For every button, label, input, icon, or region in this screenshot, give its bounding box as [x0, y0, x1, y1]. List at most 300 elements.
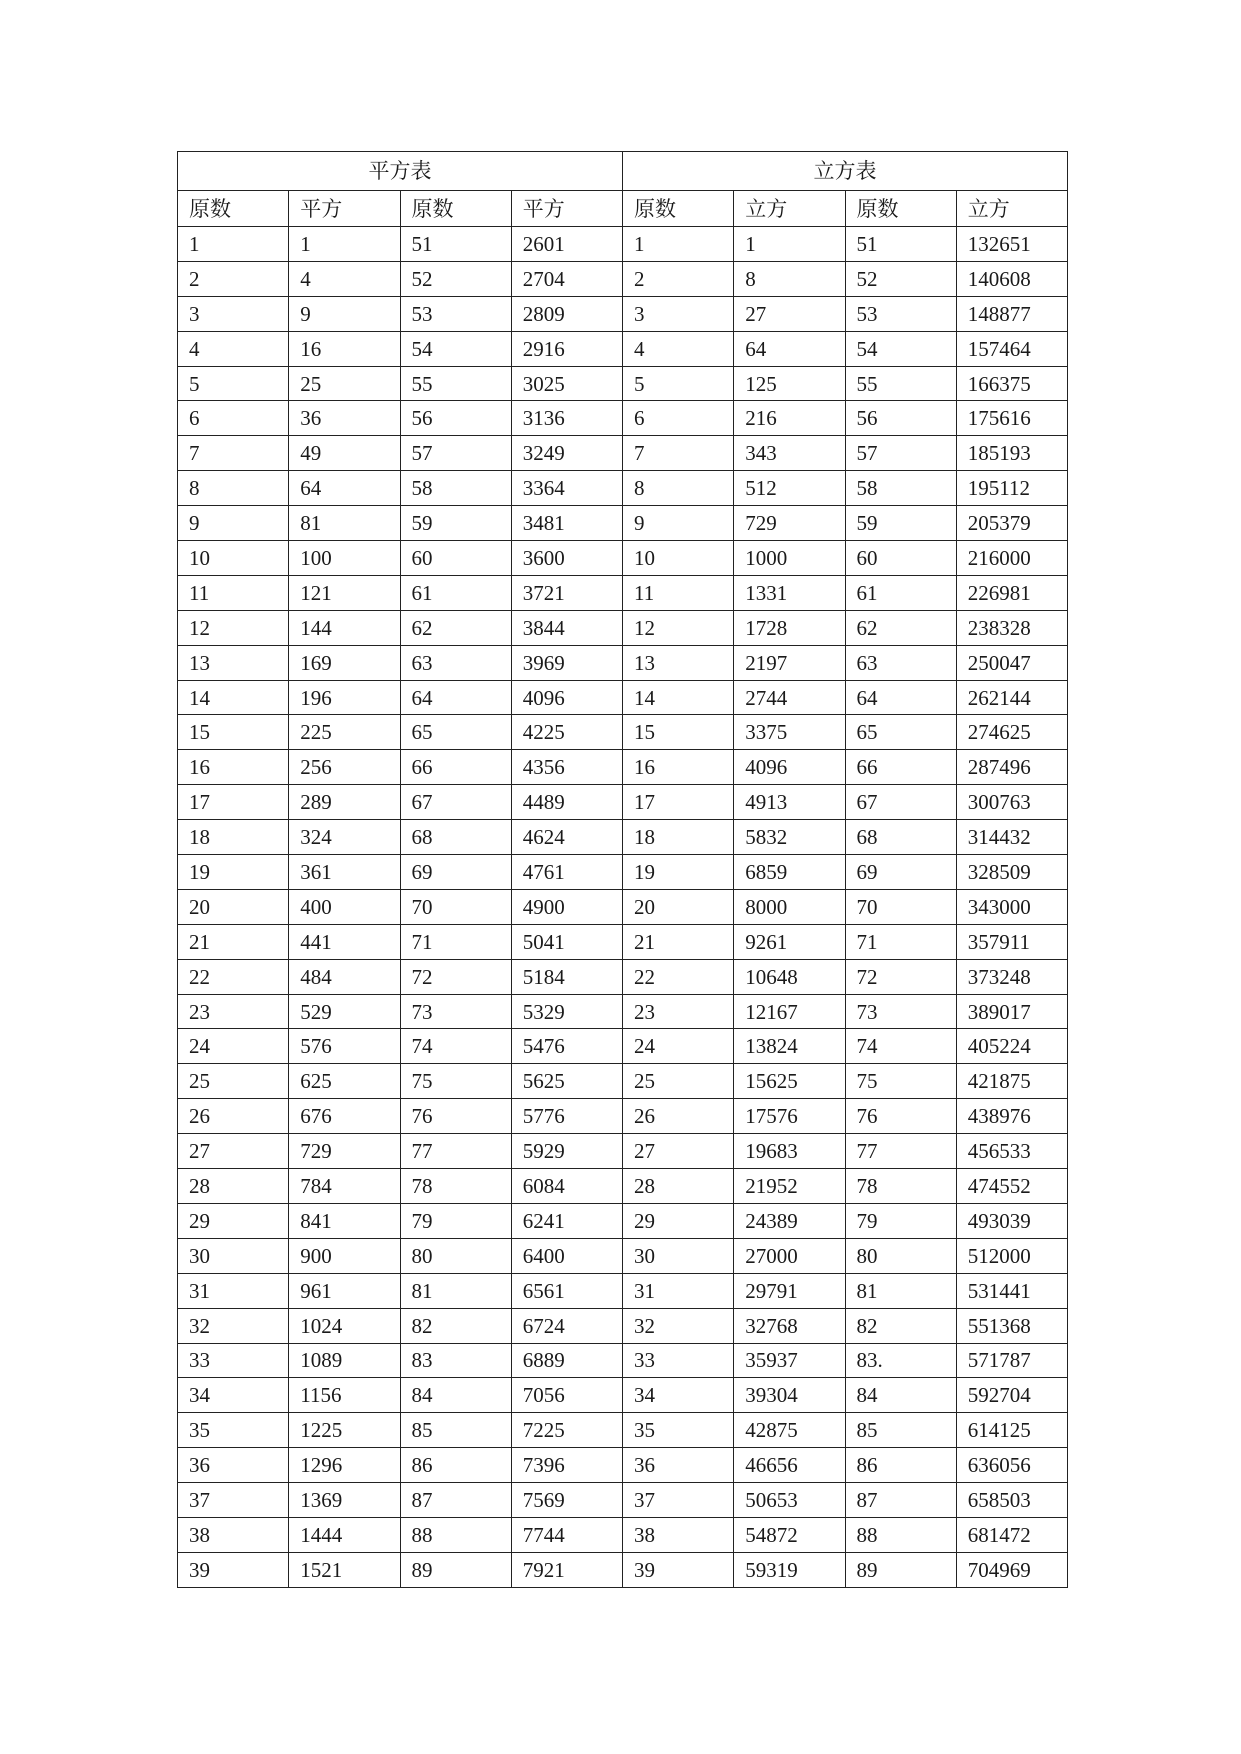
- square-cell: 36: [289, 401, 400, 436]
- cube-cell: 27: [734, 296, 845, 331]
- number-cell: 63: [400, 645, 511, 680]
- cube-cell: 571787: [956, 1343, 1067, 1378]
- number-cell: 81: [400, 1273, 511, 1308]
- cube-cell: 2197: [734, 645, 845, 680]
- square-cell: 3249: [511, 436, 622, 471]
- number-cell: 3: [623, 296, 734, 331]
- number-cell: 80: [845, 1238, 956, 1273]
- cube-cell: 681472: [956, 1517, 1067, 1552]
- cube-cell: 238328: [956, 610, 1067, 645]
- number-cell: 84: [400, 1378, 511, 1413]
- square-cell: 1089: [289, 1343, 400, 1378]
- square-cell: 196: [289, 680, 400, 715]
- number-cell: 16: [178, 750, 289, 785]
- number-cell: 39: [623, 1552, 734, 1587]
- cube-cell: 614125: [956, 1413, 1067, 1448]
- cube-cell: 132651: [956, 227, 1067, 262]
- title-row: [178, 152, 1068, 191]
- cube-cell: 1: [734, 227, 845, 262]
- number-cell: 72: [845, 959, 956, 994]
- square-cell: 484: [289, 959, 400, 994]
- number-cell: 52: [845, 261, 956, 296]
- number-cell: 30: [623, 1238, 734, 1273]
- square-cell: 7225: [511, 1413, 622, 1448]
- number-cell: 77: [400, 1134, 511, 1169]
- square-cell: 441: [289, 924, 400, 959]
- number-cell: 32: [178, 1308, 289, 1343]
- cube-cell: 512: [734, 471, 845, 506]
- number-cell: 28: [623, 1169, 734, 1204]
- table-row: [178, 1029, 1068, 1064]
- square-cell: 729: [289, 1134, 400, 1169]
- table-row: [178, 750, 1068, 785]
- number-cell: 35: [178, 1413, 289, 1448]
- number-cell: 15: [178, 715, 289, 750]
- square-cell: 4761: [511, 855, 622, 890]
- square-cell: 6084: [511, 1169, 622, 1204]
- square-cell: 676: [289, 1099, 400, 1134]
- cube-cell: 59319: [734, 1552, 845, 1587]
- cube-cell: 9261: [734, 924, 845, 959]
- cube-cell: 175616: [956, 401, 1067, 436]
- number-cell: 73: [400, 994, 511, 1029]
- number-cell: 31: [178, 1273, 289, 1308]
- number-cell: 55: [845, 366, 956, 401]
- square-cell: 961: [289, 1273, 400, 1308]
- number-cell: 57: [400, 436, 511, 471]
- number-cell: 36: [178, 1448, 289, 1483]
- cube-cell: 195112: [956, 471, 1067, 506]
- number-cell: 61: [845, 575, 956, 610]
- cube-cell: 3375: [734, 715, 845, 750]
- table-row: [178, 541, 1068, 576]
- square-cell: 5625: [511, 1064, 622, 1099]
- table-row: [178, 1169, 1068, 1204]
- number-cell: 27: [623, 1134, 734, 1169]
- number-cell: 8: [178, 471, 289, 506]
- number-cell: 31: [623, 1273, 734, 1308]
- number-cell: 59: [400, 506, 511, 541]
- square-cell: 4624: [511, 820, 622, 855]
- square-cell: 5476: [511, 1029, 622, 1064]
- table-row: [178, 506, 1068, 541]
- number-cell: 65: [845, 715, 956, 750]
- header-original-number: 原数: [400, 191, 511, 227]
- cube-cell: 438976: [956, 1099, 1067, 1134]
- column-header-row: [178, 191, 1068, 227]
- number-cell: 87: [400, 1483, 511, 1518]
- cube-cell: 46656: [734, 1448, 845, 1483]
- number-cell: 15: [623, 715, 734, 750]
- table-row: [178, 1517, 1068, 1552]
- number-cell: 16: [623, 750, 734, 785]
- square-cell: 3364: [511, 471, 622, 506]
- cube-cell: 274625: [956, 715, 1067, 750]
- cube-cell: 13824: [734, 1029, 845, 1064]
- square-cell: 7056: [511, 1378, 622, 1413]
- cube-cell: 157464: [956, 331, 1067, 366]
- square-cell: 25: [289, 366, 400, 401]
- square-cell: 16: [289, 331, 400, 366]
- number-cell: 87: [845, 1483, 956, 1518]
- square-cell: 625: [289, 1064, 400, 1099]
- cube-cell: 4096: [734, 750, 845, 785]
- cube-cell: 50653: [734, 1483, 845, 1518]
- number-cell: 66: [400, 750, 511, 785]
- table-row: [178, 401, 1068, 436]
- number-cell: 20: [623, 889, 734, 924]
- number-cell: 76: [845, 1099, 956, 1134]
- square-cell: 400: [289, 889, 400, 924]
- number-cell: 17: [178, 785, 289, 820]
- table-row: [178, 261, 1068, 296]
- number-cell: 61: [400, 575, 511, 610]
- number-cell: 78: [845, 1169, 956, 1204]
- square-cell: 100: [289, 541, 400, 576]
- cube-cell: 373248: [956, 959, 1067, 994]
- number-cell: 53: [400, 296, 511, 331]
- cube-cell: 421875: [956, 1064, 1067, 1099]
- header-cube: 立方: [734, 191, 845, 227]
- number-cell: 7: [178, 436, 289, 471]
- header-original-number: 原数: [178, 191, 289, 227]
- number-cell: 70: [845, 889, 956, 924]
- square-cell: 6889: [511, 1343, 622, 1378]
- number-cell: 89: [400, 1552, 511, 1587]
- table-row: [178, 1343, 1068, 1378]
- number-cell: 26: [178, 1099, 289, 1134]
- table-row: [178, 575, 1068, 610]
- number-cell: 25: [623, 1064, 734, 1099]
- square-cell: 3721: [511, 575, 622, 610]
- header-square: 平方: [511, 191, 622, 227]
- number-cell: 67: [400, 785, 511, 820]
- number-cell: 33: [178, 1343, 289, 1378]
- square-cell: 4: [289, 261, 400, 296]
- number-cell: 70: [400, 889, 511, 924]
- number-cell: 58: [400, 471, 511, 506]
- number-cell: 37: [178, 1483, 289, 1518]
- square-cell: 64: [289, 471, 400, 506]
- number-cell: 86: [400, 1448, 511, 1483]
- number-cell: 23: [623, 994, 734, 1029]
- number-cell: 71: [400, 924, 511, 959]
- number-cell: 25: [178, 1064, 289, 1099]
- number-cell: 85: [845, 1413, 956, 1448]
- square-cell: 7744: [511, 1517, 622, 1552]
- cube-cell: 8000: [734, 889, 845, 924]
- square-cell: 1296: [289, 1448, 400, 1483]
- number-cell: 34: [178, 1378, 289, 1413]
- number-cell: 35: [623, 1413, 734, 1448]
- square-cell: 289: [289, 785, 400, 820]
- table-row: [178, 436, 1068, 471]
- square-cell: 121: [289, 575, 400, 610]
- square-cell: 4225: [511, 715, 622, 750]
- number-cell: 79: [845, 1203, 956, 1238]
- number-cell: 56: [400, 401, 511, 436]
- number-cell: 59: [845, 506, 956, 541]
- number-cell: 11: [178, 575, 289, 610]
- cube-cell: 493039: [956, 1203, 1067, 1238]
- square-cell: 6561: [511, 1273, 622, 1308]
- number-cell: 28: [178, 1169, 289, 1204]
- number-cell: 75: [400, 1064, 511, 1099]
- cube-cell: 17576: [734, 1099, 845, 1134]
- table-row: [178, 1099, 1068, 1134]
- number-cell: 58: [845, 471, 956, 506]
- number-cell: 4: [623, 331, 734, 366]
- number-cell: 10: [623, 541, 734, 576]
- cube-cell: 140608: [956, 261, 1067, 296]
- number-cell: 81: [845, 1273, 956, 1308]
- number-cell: 89: [845, 1552, 956, 1587]
- square-cell: 3600: [511, 541, 622, 576]
- number-cell: 88: [400, 1517, 511, 1552]
- square-cell: 6400: [511, 1238, 622, 1273]
- number-cell: 26: [623, 1099, 734, 1134]
- square-cell: 324: [289, 820, 400, 855]
- square-cell: 7569: [511, 1483, 622, 1518]
- number-cell: 82: [400, 1308, 511, 1343]
- number-cell: 76: [400, 1099, 511, 1134]
- number-cell: 54: [845, 331, 956, 366]
- number-cell: 9: [623, 506, 734, 541]
- number-cell: 73: [845, 994, 956, 1029]
- number-cell: 85: [400, 1413, 511, 1448]
- number-cell: 62: [845, 610, 956, 645]
- cube-cell: 54872: [734, 1517, 845, 1552]
- square-cell: 2601: [511, 227, 622, 262]
- table-row: [178, 1448, 1068, 1483]
- number-cell: 24: [623, 1029, 734, 1064]
- number-cell: 74: [400, 1029, 511, 1064]
- cube-cell: 636056: [956, 1448, 1067, 1483]
- number-cell: 6: [178, 401, 289, 436]
- table-row: [178, 959, 1068, 994]
- table-row: [178, 471, 1068, 506]
- number-cell: 78: [400, 1169, 511, 1204]
- square-cell: 169: [289, 645, 400, 680]
- cube-cell: 42875: [734, 1413, 845, 1448]
- number-cell: 77: [845, 1134, 956, 1169]
- table-row: [178, 331, 1068, 366]
- cube-cell: 343: [734, 436, 845, 471]
- number-cell: 72: [400, 959, 511, 994]
- number-cell: 56: [845, 401, 956, 436]
- square-cell: 7921: [511, 1552, 622, 1587]
- number-cell: 64: [845, 680, 956, 715]
- cube-cell: 531441: [956, 1273, 1067, 1308]
- table-row: [178, 889, 1068, 924]
- number-cell: 83: [400, 1343, 511, 1378]
- cube-cell: 39304: [734, 1378, 845, 1413]
- square-cell: 576: [289, 1029, 400, 1064]
- cube-cell: 27000: [734, 1238, 845, 1273]
- cube-cell: 216: [734, 401, 845, 436]
- cube-cell: 300763: [956, 785, 1067, 820]
- square-cell: 2809: [511, 296, 622, 331]
- number-cell: 14: [623, 680, 734, 715]
- number-cell: 29: [178, 1203, 289, 1238]
- number-cell: 67: [845, 785, 956, 820]
- cube-cell: 185193: [956, 436, 1067, 471]
- number-cell: 54: [400, 331, 511, 366]
- number-cell: 74: [845, 1029, 956, 1064]
- square-cell: 1225: [289, 1413, 400, 1448]
- square-cell: 2916: [511, 331, 622, 366]
- number-cell: 5: [623, 366, 734, 401]
- table-row: [178, 680, 1068, 715]
- cube-cell: 405224: [956, 1029, 1067, 1064]
- number-cell: 62: [400, 610, 511, 645]
- cube-cell: 64: [734, 331, 845, 366]
- number-cell: 12: [623, 610, 734, 645]
- squares-cubes-table: [177, 151, 1068, 1588]
- number-cell: 2: [178, 261, 289, 296]
- square-cell: 1156: [289, 1378, 400, 1413]
- number-cell: 52: [400, 261, 511, 296]
- cube-cell: 35937: [734, 1343, 845, 1378]
- number-cell: 5: [178, 366, 289, 401]
- square-cell: 144: [289, 610, 400, 645]
- cube-cell: 474552: [956, 1169, 1067, 1204]
- number-cell: 51: [845, 227, 956, 262]
- number-cell: 37: [623, 1483, 734, 1518]
- square-cell: 3969: [511, 645, 622, 680]
- cube-cell: 658503: [956, 1483, 1067, 1518]
- cube-cell: 250047: [956, 645, 1067, 680]
- table-row: [178, 1064, 1068, 1099]
- square-cell: 1024: [289, 1308, 400, 1343]
- number-cell: 13: [178, 645, 289, 680]
- cube-cell: 216000: [956, 541, 1067, 576]
- table-row: [178, 1378, 1068, 1413]
- table-row: [178, 1203, 1068, 1238]
- number-cell: 63: [845, 645, 956, 680]
- cube-cell: 287496: [956, 750, 1067, 785]
- number-cell: 10: [178, 541, 289, 576]
- number-cell: 18: [178, 820, 289, 855]
- table-row: [178, 1552, 1068, 1587]
- square-cell: 3481: [511, 506, 622, 541]
- cube-cell: 125: [734, 366, 845, 401]
- number-cell: 19: [623, 855, 734, 890]
- cube-cell: 12167: [734, 994, 845, 1029]
- square-cell: 4489: [511, 785, 622, 820]
- number-cell: 60: [400, 541, 511, 576]
- table-row: [178, 820, 1068, 855]
- square-cell: 6241: [511, 1203, 622, 1238]
- table-row: [178, 715, 1068, 750]
- number-cell: 29: [623, 1203, 734, 1238]
- cube-cell: 8: [734, 261, 845, 296]
- number-cell: 1: [178, 227, 289, 262]
- number-cell: 80: [400, 1238, 511, 1273]
- number-cell: 55: [400, 366, 511, 401]
- square-cell: 5184: [511, 959, 622, 994]
- square-cell: 5329: [511, 994, 622, 1029]
- number-cell: 53: [845, 296, 956, 331]
- cube-cell: 729: [734, 506, 845, 541]
- number-cell: 33: [623, 1343, 734, 1378]
- number-cell: 71: [845, 924, 956, 959]
- number-cell: 66: [845, 750, 956, 785]
- number-cell: 68: [845, 820, 956, 855]
- number-cell: 17: [623, 785, 734, 820]
- number-cell: 34: [623, 1378, 734, 1413]
- square-cell: 5041: [511, 924, 622, 959]
- cube-cell: 205379: [956, 506, 1067, 541]
- number-cell: 69: [400, 855, 511, 890]
- square-cell: 4900: [511, 889, 622, 924]
- square-cell: 2704: [511, 261, 622, 296]
- cube-cell: 29791: [734, 1273, 845, 1308]
- squares-table-title: 平方表: [178, 152, 623, 191]
- square-cell: 5776: [511, 1099, 622, 1134]
- number-cell: 36: [623, 1448, 734, 1483]
- cube-cell: 357911: [956, 924, 1067, 959]
- number-cell: 8: [623, 471, 734, 506]
- number-cell: 14: [178, 680, 289, 715]
- square-cell: 256: [289, 750, 400, 785]
- cube-cell: 19683: [734, 1134, 845, 1169]
- number-cell: 86: [845, 1448, 956, 1483]
- table-row: [178, 1134, 1068, 1169]
- number-cell: 23: [178, 994, 289, 1029]
- square-cell: 81: [289, 506, 400, 541]
- number-cell: 1: [623, 227, 734, 262]
- cube-cell: 15625: [734, 1064, 845, 1099]
- number-cell: 21: [623, 924, 734, 959]
- square-cell: 529: [289, 994, 400, 1029]
- table-row: [178, 994, 1068, 1029]
- number-cell: 39: [178, 1552, 289, 1587]
- number-cell: 18: [623, 820, 734, 855]
- number-cell: 27: [178, 1134, 289, 1169]
- number-cell: 21: [178, 924, 289, 959]
- square-cell: 4356: [511, 750, 622, 785]
- table-row: [178, 924, 1068, 959]
- number-cell: 79: [400, 1203, 511, 1238]
- number-cell: 24: [178, 1029, 289, 1064]
- square-cell: 1: [289, 227, 400, 262]
- cube-cell: 2744: [734, 680, 845, 715]
- cube-cell: 389017: [956, 994, 1067, 1029]
- cube-cell: 21952: [734, 1169, 845, 1204]
- cube-cell: 4913: [734, 785, 845, 820]
- number-cell: 60: [845, 541, 956, 576]
- cube-cell: 551368: [956, 1308, 1067, 1343]
- cube-cell: 32768: [734, 1308, 845, 1343]
- number-cell: 3: [178, 296, 289, 331]
- square-cell: 3844: [511, 610, 622, 645]
- table-row: [178, 227, 1068, 262]
- number-cell: 12: [178, 610, 289, 645]
- number-cell: 88: [845, 1517, 956, 1552]
- square-cell: 784: [289, 1169, 400, 1204]
- header-cube: 立方: [956, 191, 1067, 227]
- square-cell: 361: [289, 855, 400, 890]
- table-row: [178, 855, 1068, 890]
- number-cell: 30: [178, 1238, 289, 1273]
- number-cell: 69: [845, 855, 956, 890]
- square-cell: 225: [289, 715, 400, 750]
- square-cell: 841: [289, 1203, 400, 1238]
- cube-cell: 262144: [956, 680, 1067, 715]
- number-cell: 11: [623, 575, 734, 610]
- number-cell: 82: [845, 1308, 956, 1343]
